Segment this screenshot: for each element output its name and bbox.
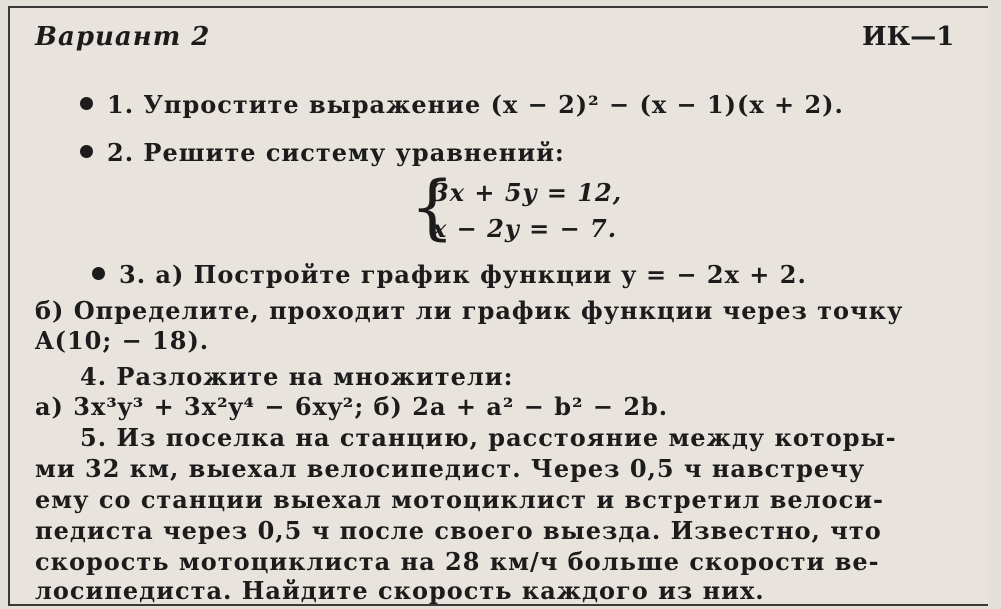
task-5-line: скорость мотоциклиста на 28 км/ч больше скорости ве-	[35, 547, 880, 576]
task-2-text: 2. Решите систему уравнений:	[107, 138, 565, 167]
variant-code: ИК—1	[862, 22, 955, 52]
task-3a-text: 3. а) Постройте график функции y = − 2x + 2.	[119, 260, 807, 289]
task-1	[80, 90, 844, 119]
task-2	[80, 138, 565, 167]
task-5-line: 5. Из поселка на станцию, расстояние между которы-	[80, 423, 897, 452]
bullet-icon	[80, 145, 93, 158]
equation-2: x − 2y = − 7.	[432, 214, 618, 243]
task-4: 4. Разложите на множители:	[80, 362, 514, 391]
task-3b-line-2: A(10; − 18).	[35, 326, 210, 355]
bullet-icon	[80, 97, 93, 110]
task-4-parts: а) 3x³y³ + 3x²y⁴ − 6xy²; б) 2a + a² − b² − 2b.	[35, 392, 669, 421]
task-3b-line-1: б) Определите, проходит ли график функции через точку	[35, 296, 904, 325]
brace-icon: {	[410, 166, 455, 248]
task-5-line: лосипедиста. Найдите скорость каждого из них.	[35, 576, 765, 605]
equation-1: 3x + 5y = 12,	[432, 178, 623, 207]
task-5-line: ми 32 км, выехал велосипедист. Через 0,5 ч навстречу	[35, 454, 866, 483]
task-1-text: 1. Упростите выражение (x − 2)² − (x − 1)(x + 2).	[107, 90, 844, 119]
bullet-icon	[92, 267, 105, 280]
task-5-line: педиста через 0,5 ч после своего выезда. Известно, что	[35, 516, 882, 545]
variant-title: Вариант 2	[35, 22, 211, 52]
task-5-line: ему со станции выехал мотоциклист и встретил велоси-	[35, 485, 884, 514]
task-3a	[92, 260, 807, 289]
